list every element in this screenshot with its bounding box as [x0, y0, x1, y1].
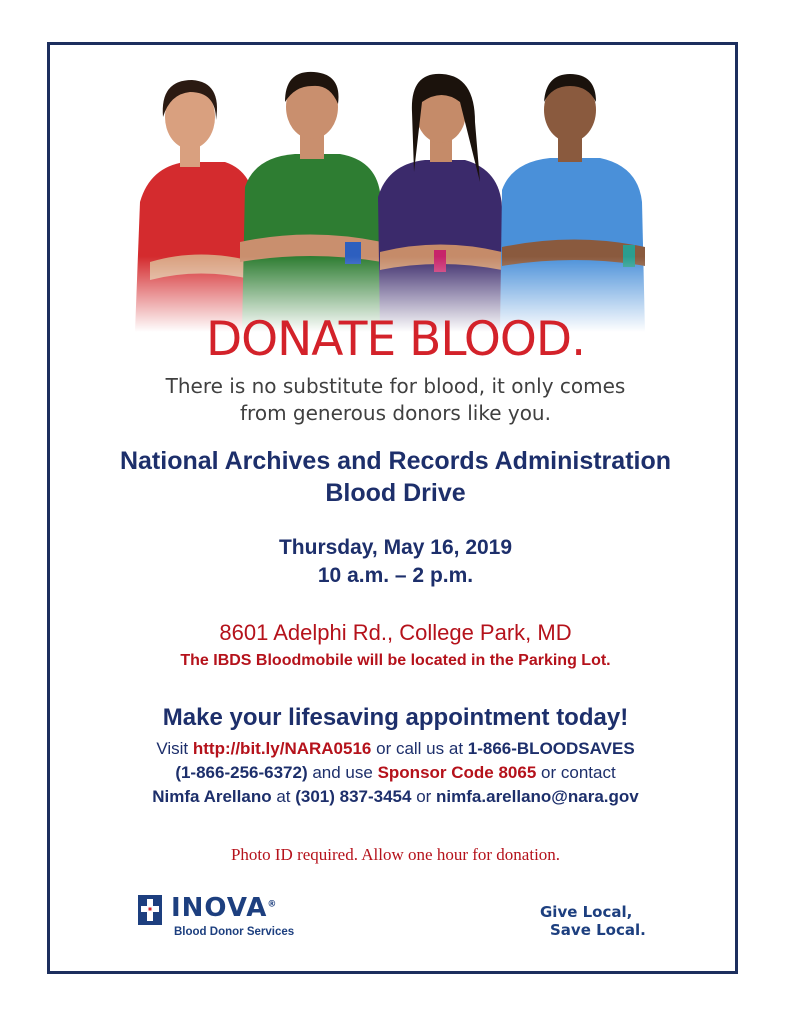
event-address: 8601 Adelphi Rd., College Park, MD [219, 620, 572, 645]
event-date: Thursday, May 16, 2019 [278, 536, 513, 559]
registered-mark: ® [267, 899, 278, 910]
slogan-line-1: Give Local, [540, 903, 633, 921]
logo-name-text: INOVA [171, 893, 268, 923]
organization-name: National Archives and Records Administration [119, 447, 672, 475]
visit-text: Visit [156, 739, 193, 758]
inova-wordmark [171, 893, 277, 923]
photo-id-note: Photo ID required. Allow one hour for donation. [230, 845, 561, 864]
bloodsaves-phone-number[interactable]: (1-866-256-6372) [175, 763, 308, 782]
event-schedule [0, 534, 791, 590]
logo-subtitle: Blood Donor Services [174, 926, 295, 938]
headline: DONATE BLOOD. [205, 312, 586, 367]
appointment-line-1 [0, 737, 791, 761]
appointment-heading: Make your lifesaving appointment today! [162, 704, 629, 731]
contact-name: Nimfa Arellano [152, 787, 272, 806]
slogan [540, 903, 680, 939]
or-text: or [411, 787, 437, 806]
tagline [0, 373, 791, 427]
event-name: Blood Drive [325, 479, 466, 507]
tagline-line-1: There is no substitute for blood, it only comes [165, 374, 626, 398]
at-text: at [271, 787, 296, 806]
contact-phone[interactable]: (301) 837-3454 [295, 787, 412, 806]
use-text: and use [307, 763, 378, 782]
registration-link[interactable]: http://bit.ly/NARA0516 [192, 739, 372, 758]
contact-email[interactable]: nimfa.arellano@nara.gov [436, 787, 639, 806]
event-title [0, 445, 791, 509]
bloodmobile-location-note: The IBDS Bloodmobile will be located in the Parking Lot. [180, 652, 611, 669]
appointment-line-3 [0, 785, 791, 809]
inova-logo [138, 893, 338, 945]
appointment-details [0, 737, 791, 809]
contact-text: or contact [536, 763, 616, 782]
donors-photo [130, 62, 670, 332]
inova-logo-icon [138, 895, 162, 925]
sponsor-code: Sponsor Code 8065 [377, 763, 537, 782]
event-time: 10 a.m. – 2 p.m. [317, 564, 474, 587]
appointment-line-2 [0, 761, 791, 785]
bloodsaves-phone[interactable]: 1-866-BLOODSAVES [467, 739, 635, 758]
tagline-line-2: from generous donors like you. [240, 401, 551, 425]
call-text: or call us at [371, 739, 468, 758]
slogan-line-2: Save Local. [550, 921, 646, 939]
